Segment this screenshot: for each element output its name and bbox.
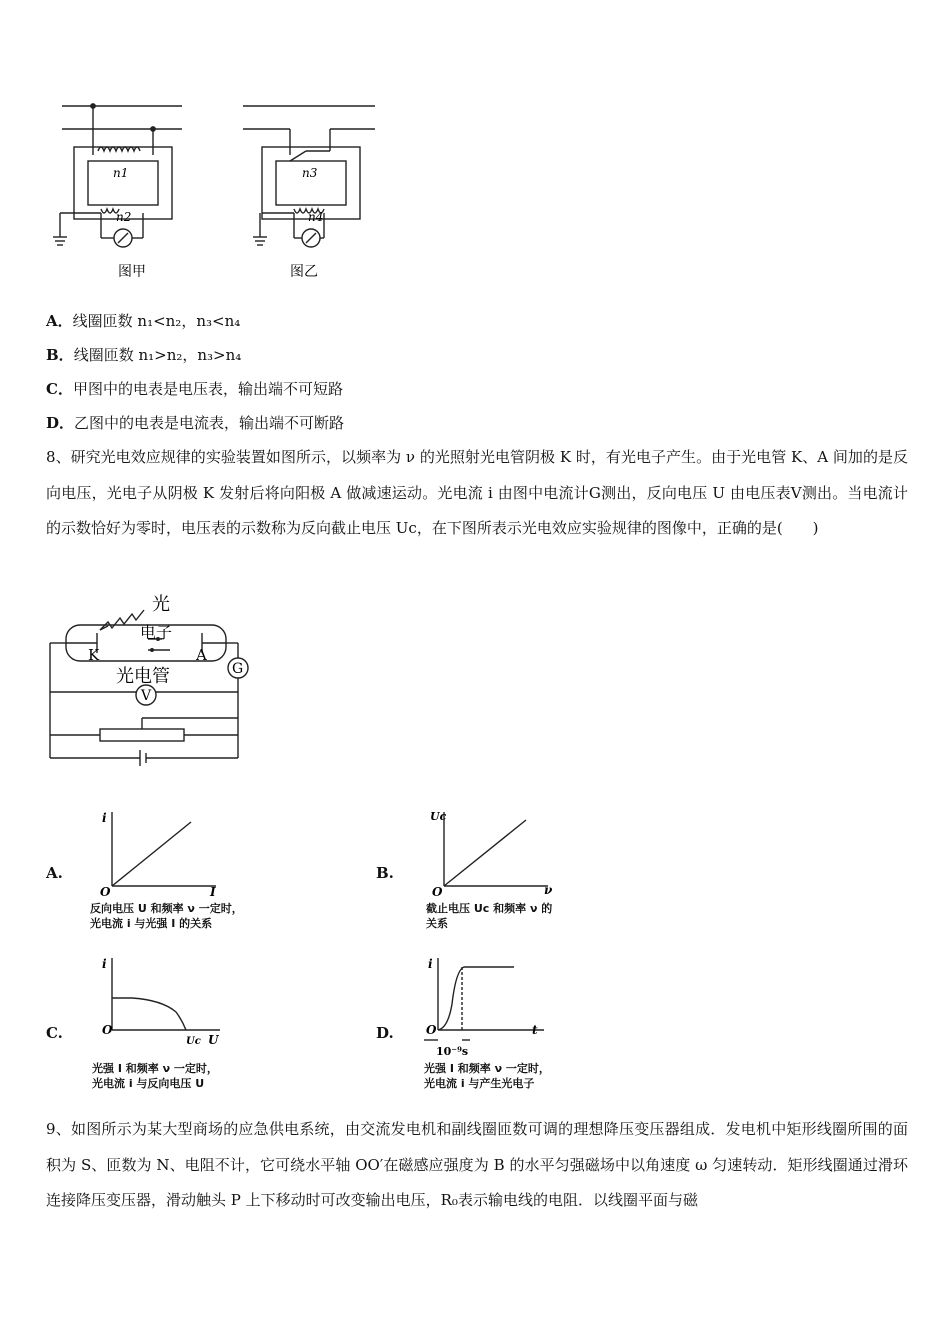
tube-label: 光电管 — [116, 666, 170, 687]
q7-option-c — [46, 379, 343, 399]
q7-option-a-letter: A． — [46, 312, 73, 330]
graph-d-caption-line1: 光强 I 和频率 ν 一定时， — [424, 1062, 550, 1075]
graph-d-marker: 10⁻⁹s — [436, 1045, 469, 1058]
q8-option-a-letter: A. — [46, 864, 63, 882]
voltmeter-label: V — [141, 688, 152, 704]
q8-graph-c — [96, 954, 236, 1054]
q9-stem: 9、如图所示为某大型商场的应急供电系统，由交流发电机和副线圈匝数可调的理想降压变压器组成．发电机中矩形线圈所围的面积为 S、匝数为 N、电阻不计，它可绕水平轴 OO′在磁感应强度为 B 的水平匀强磁场中以角速度 ω 匀速转动．矩形线圈通过滑环连接降压变压器，滑动触头 P 上下移动时可改变输出电压，R₀表示输电线的电阻．以线圈平面与磁 — [46, 1120, 908, 1209]
graph-c-marker: Uc — [186, 1036, 201, 1047]
galvanometer-label: G — [232, 661, 244, 677]
photoelectric-circuit — [40, 590, 260, 770]
q7-option-c-text: 甲图中的电表是电压表，输出端不可短路 — [72, 380, 343, 398]
graph-b-y-label: Uc — [430, 810, 447, 823]
q8-graph-b-caption — [426, 901, 552, 931]
q7-option-a-text: 线圈匝数 n₁<n₂，n₃<n₄ — [72, 312, 241, 330]
graph-b-caption-line2: 关系 — [426, 917, 448, 930]
graph-c-caption-line1: 光强 I 和频率 ν 一定时， — [92, 1062, 218, 1075]
q7-option-d-text: 乙图中的电表是电流表，输出端不可断路 — [74, 414, 345, 432]
graph-b-x-label: ν — [544, 883, 553, 897]
graph-b-line — [444, 820, 526, 886]
graph-a-caption-line2: 光电流 i 与光强 I 的关系 — [90, 917, 213, 930]
graph-b-origin: O — [432, 885, 443, 898]
q8-option-b-letter: B. — [376, 864, 394, 882]
q7-option-b-letter: B． — [46, 346, 74, 364]
q7-option-d — [46, 413, 344, 433]
graph-a-x-label: I — [210, 885, 216, 898]
graph-d-caption-line2: 光电流 i 与产生光电子 — [424, 1077, 535, 1090]
q8-graph-a-caption — [90, 901, 243, 931]
light-label: 光 — [152, 594, 170, 615]
anode-label: A — [196, 646, 207, 664]
graph-c-origin: O — [102, 1023, 113, 1037]
graph-a-line — [112, 822, 191, 886]
coil-n4-label: n4 — [308, 210, 324, 224]
q8-graph-d-caption — [424, 1061, 550, 1091]
q7-option-b-text: 线圈匝数 n₁>n₂，n₃>n₄ — [73, 346, 242, 364]
transformer-figures — [40, 95, 400, 295]
q7-option-d-letter: D． — [46, 414, 75, 432]
graph-a-origin: O — [100, 885, 111, 898]
graph-c-caption-line2: 光电流 i 与反向电压 U — [92, 1077, 205, 1090]
graph-d-y-label: i — [428, 957, 433, 971]
coil-n2-label: n2 — [116, 210, 132, 224]
q8-graph-a — [96, 808, 226, 898]
electron-label: 电子 — [140, 623, 173, 642]
graph-d-x-label: t — [532, 1023, 538, 1037]
graph-a-y-label: i — [102, 811, 107, 825]
q8-stem: 8、研究光电效应规律的实验装置如图所示，以频率为 ν 的光照射光电管阴极 K 时，有光电子产生。由于光电管 K、A 间加的是反向电压，光电子从阴极 K 发射后将向阳极 A 做减速运动。光电流 i 由图中电流计G测出，反向电压 U 由电压表V测出。当电流计的示数恰好为零时，电压表的示数称为反向截止电压 Uc，在下图所表示光电效应实验规律的图像中，正确的是( ) — [46, 448, 908, 537]
q8-option-c-letter: C. — [46, 1024, 63, 1042]
coil-n3-label: n3 — [302, 166, 318, 180]
graph-d-origin: O — [426, 1023, 437, 1037]
q7-option-b — [46, 345, 241, 365]
graph-c-x-label: U — [208, 1033, 219, 1047]
graph-d-curve — [438, 967, 514, 1030]
cathode-label: K — [88, 646, 100, 664]
coil-n1-label: n1 — [113, 166, 129, 180]
q8-graph-b — [428, 806, 558, 898]
graph-b-caption-line1: 截止电压 Uc 和频率 ν 的 — [426, 902, 553, 915]
graph-c-curve — [112, 998, 186, 1030]
fig-yi-caption: 图乙 — [290, 264, 318, 280]
q7-option-c-letter: C． — [46, 380, 73, 398]
q8-graph-c-caption — [92, 1061, 218, 1091]
fig-jia-caption: 图甲 — [118, 264, 146, 280]
q8-graph-d — [420, 954, 560, 1062]
q8-option-d-letter: D. — [376, 1024, 394, 1042]
q7-option-a — [46, 311, 240, 331]
graph-a-caption-line1: 反向电压 U 和频率 ν 一定时， — [90, 902, 243, 915]
graph-c-y-label: i — [102, 957, 107, 971]
